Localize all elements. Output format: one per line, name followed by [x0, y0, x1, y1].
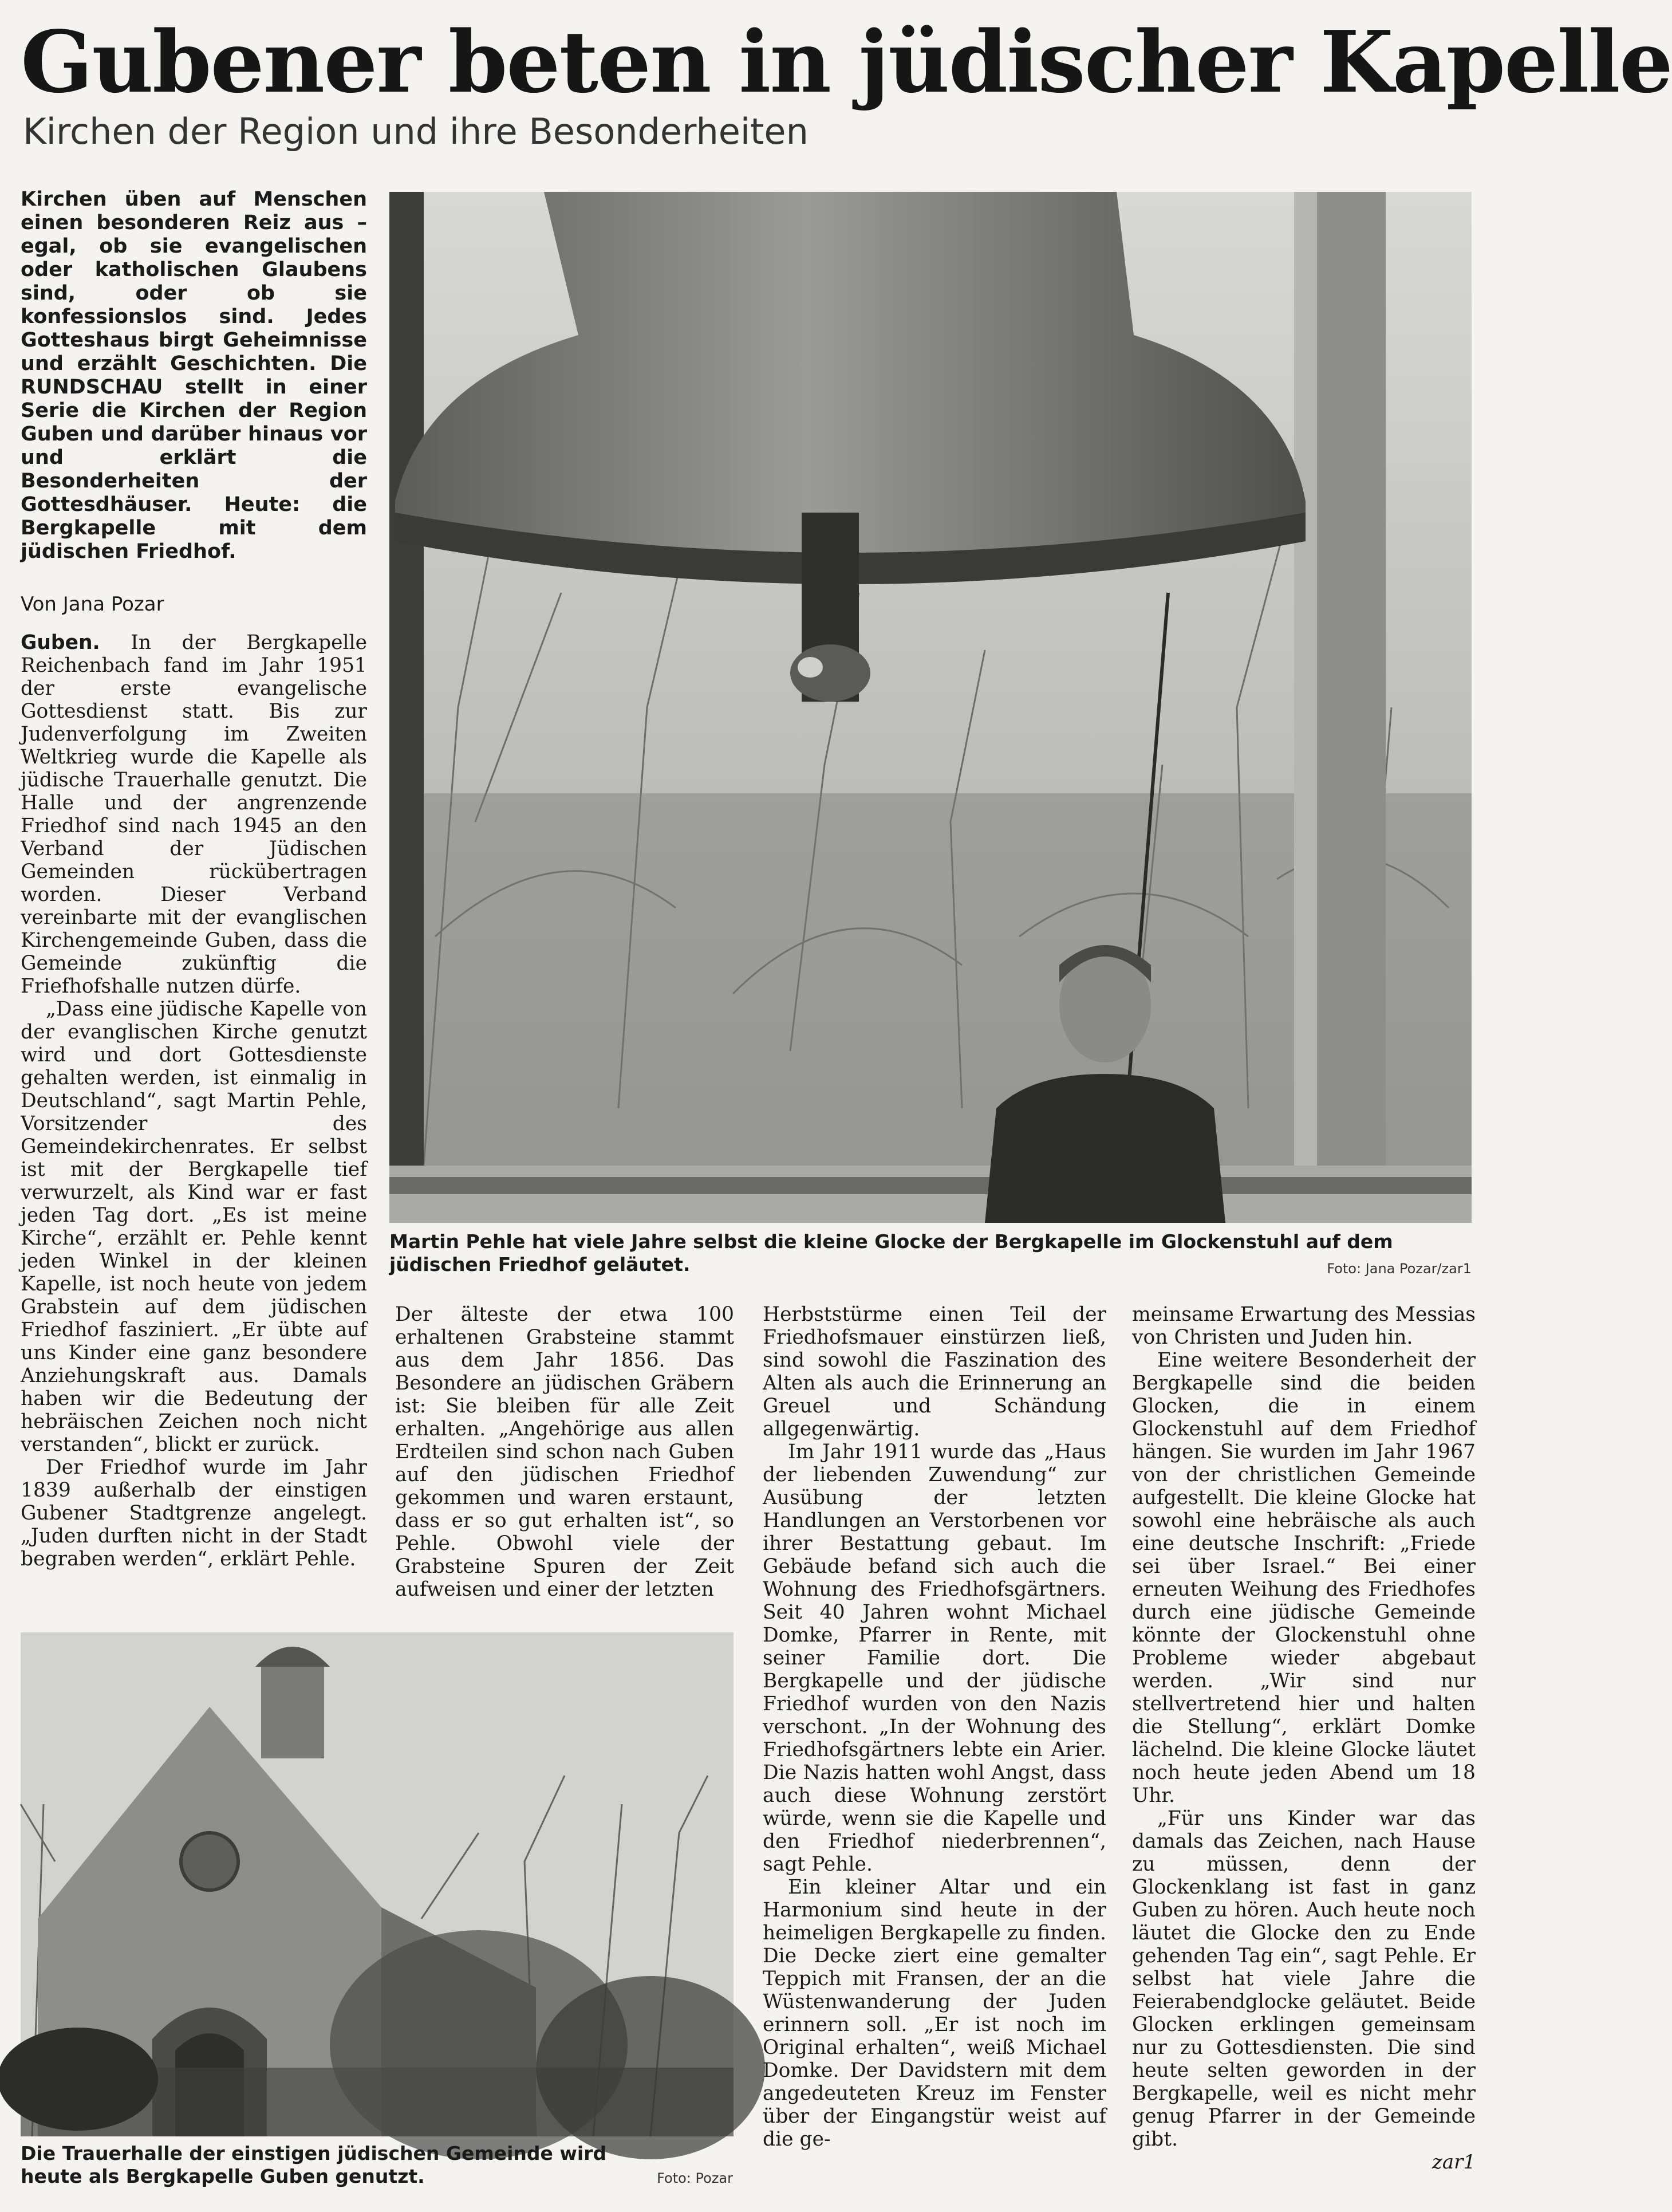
bell-photo-caption: Martin Pehle hat viele Jahre selbst die kleine Glocke der Bergkapelle im Glockenstuhl auf dem jüdischen Friedhof geläutet. [389, 1230, 1393, 1276]
column-3 [763, 1303, 1106, 2151]
chapel-photo-credit: Foto: Pozar [657, 2170, 733, 2186]
paragraph: Ein kleiner Altar und ein Harmonium sind heute in der heimeligen Bergkapelle zu finden. Die Decke ziert eine gemalter Teppich mit Fransen, der an die Wüstenwanderung der Juden erinnern soll. „Er ist noch im Original erhalten“, weiß Michael Domke. Der Davidstern mit dem angedeuteten Kreuz im Fenster über der Eingangstür weist auf die ge- [763, 1876, 1106, 2151]
author-signature: zar1 [1432, 2151, 1476, 2174]
paragraph: Herbststürme einen Teil der Friedhofsmauer einstürzen ließ, sind sowohl die Faszination des Alten als auch die Erinnerung an Greuel und Schändung allgegenwärtig. [763, 1303, 1106, 1440]
paragraph: meinsame Erwartung des Messias von Christen und Juden hin. [1132, 1303, 1476, 1349]
bell-photo-image [389, 192, 1472, 1223]
lead-paragraph: Kirchen üben auf Menschen einen besonderen Reiz aus – egal, ob sie evangelischen oder katholischen Glaubens sind, oder ob sie konfessionslos sind. Jedes Gotteshaus birgt Geheimnisse und erzählt Geschichten. Die RUNDSCHAU stellt in einer Serie die Kirchen der Region Guben und darüber hinaus vor und erklärt die Besonderheiten der Gottesdhäuser. Heute: die Bergkapelle mit dem jüdischen Friedhof. [21, 188, 367, 563]
paragraph [21, 631, 367, 998]
paragraph: Eine weitere Besonderheit der Bergkapelle sind die beiden Glocken, die in einem Glockenstuhl auf dem Friedhof hängen. Sie wurden im Jahr 1967 von der christlichen Gemeinde aufgestellt. Die kleine Glocke hat sowohl eine hebräische als auch eine deutsche Inschrift: „Friede sei über Israel.“ Bei einer erneuten Weihung des Friedhofes durch eine jüdische Gemeinde könnte der Glockenstuhl ohne Probleme wieder abgebaut werden. „Wir sind nur stellvertretend hier und halten die Stellung“, erklärt Domke lächelnd. Die kleine Glocke läutet noch heute jeden Abend um 18 Uhr. [1132, 1349, 1476, 1807]
paragraph: Der älteste der etwa 100 erhaltenen Grabsteine stammt aus dem Jahr 1856. Das Besondere an jüdischen Gräbern ist: Sie bleiben für alle Zeit erhalten. „Angehörige aus allen Erdteilen sind schon nach Guben auf den jüdischen Friedhof gekommen und waren erstaunt, dass er so gut erhalten ist“, so Pehle. Obwohl viele der Grabsteine Spuren der Zeit aufweisen und einer der letzten [395, 1303, 734, 1601]
byline: Von Jana Pozar [21, 593, 164, 616]
dateline: Guben. [21, 631, 100, 654]
chapel-photo-image [21, 1632, 734, 2136]
bell-photo [389, 192, 1472, 1223]
paragraph-text: In der Bergkapelle Reichenbach fand im Jahr 1951 der erste evangelische Gottesdienst statt. Bis zur Judenverfolgung im Zweiten Weltkrieg wurde die Kapelle als jüdische Trauerhalle genutzt. Die Halle und der angrenzende Friedhof sind nach 1945 an den Verband der Jüdischen Gemeinden rückübertragen worden. Dieser Verband vereinbarte mit der evanglischen Kirchengemeinde Guben, dass die Gemeinde zukünftig die Friefhofshalle nutzen dürfe. [21, 631, 367, 998]
headline: Gubener beten in jüdischer Kapelle [21, 12, 1672, 112]
paragraph: „Dass eine jüdische Kapelle von der evanglischen Kirche genutzt wird und dort Gottesdienste gehalten werden, ist einmalig in Deutschland“, sagt Martin Pehle, Vorsitzender des Gemeindekirchenrates. Er selbst ist mit der Bergkapelle tief verwurzelt, als Kind war er fast jeden Tag dort. „Es ist meine Kirche“, erzählt er. Pehle kennt jeden Winkel in der kleinen Kapelle, ist noch heute von jedem Grabstein auf dem jüdischen Friedhof fasziniert. „Er übte auf uns Kinder eine ganz besondere Anziehungskraft aus. Damals haben wir die Bedeutung der hebräischen Zeichen noch nicht verstanden“, blickt er zurück. [21, 998, 367, 1456]
chapel-photo [21, 1632, 734, 2136]
paragraph: „Für uns Kinder war das damals das Zeichen, nach Hause zu müssen, denn der Glockenklang ist fast in ganz Guben zu hören. Auch heute noch läutet die Glocke den zu Ende gehenden Tag ein“, sagt Pehle. Er selbst hat viele Jahre die Feierabendglocke geläutet. Beide Glocken erklingen gemeinsam nur zu Gottesdiensten. Die sind heute selten geworden in der Bergkapelle, weil es nicht mehr genug Pfarrer in der Gemeinde gibt. [1132, 1807, 1476, 2151]
column-4 [1132, 1303, 1476, 2174]
bell-photo-credit: Foto: Jana Pozar/zar1 [1327, 1261, 1472, 1277]
column-1-text [21, 631, 367, 1571]
column-2 [395, 1303, 734, 1601]
chapel-photo-caption: Die Trauerhalle der einstigen jüdischen Gemeinde wird heute als Bergkapelle Guben genutzt. [21, 2142, 607, 2187]
column-1 [21, 188, 367, 1571]
paragraph: Im Jahr 1911 wurde das „Haus der liebenden Zuwendung“ zur Ausübung der letzten Handlungen an Verstorbenen vor ihrer Bestattung gebaut. Im Gebäude befand sich auch die Wohnung des Friedhofsgärtners. Seit 40 Jahren wohnt Michael Domke, Pfarrer in Rente, mit seiner Familie dort. Die Bergkapelle und der jüdische Friedhof wurden von den Nazis verschont. „In der Wohnung des Friedhofsgärtners lebte ein Arier. Die Nazis hatten wohl Angst, dass auch diese Wohnung zerstört würde, wenn sie die Kapelle und den Friedhof niederbrennen“, sagt Pehle. [763, 1440, 1106, 1876]
paragraph: Der Friedhof wurde im Jahr 1839 außerhalb der einstigen Gubener Stadtgrenze angelegt. „Juden durften nicht in der Stadt begraben werden“, erklärt Pehle. [21, 1456, 367, 1571]
subheadline: Kirchen der Region und ihre Besonderheiten [23, 111, 809, 152]
